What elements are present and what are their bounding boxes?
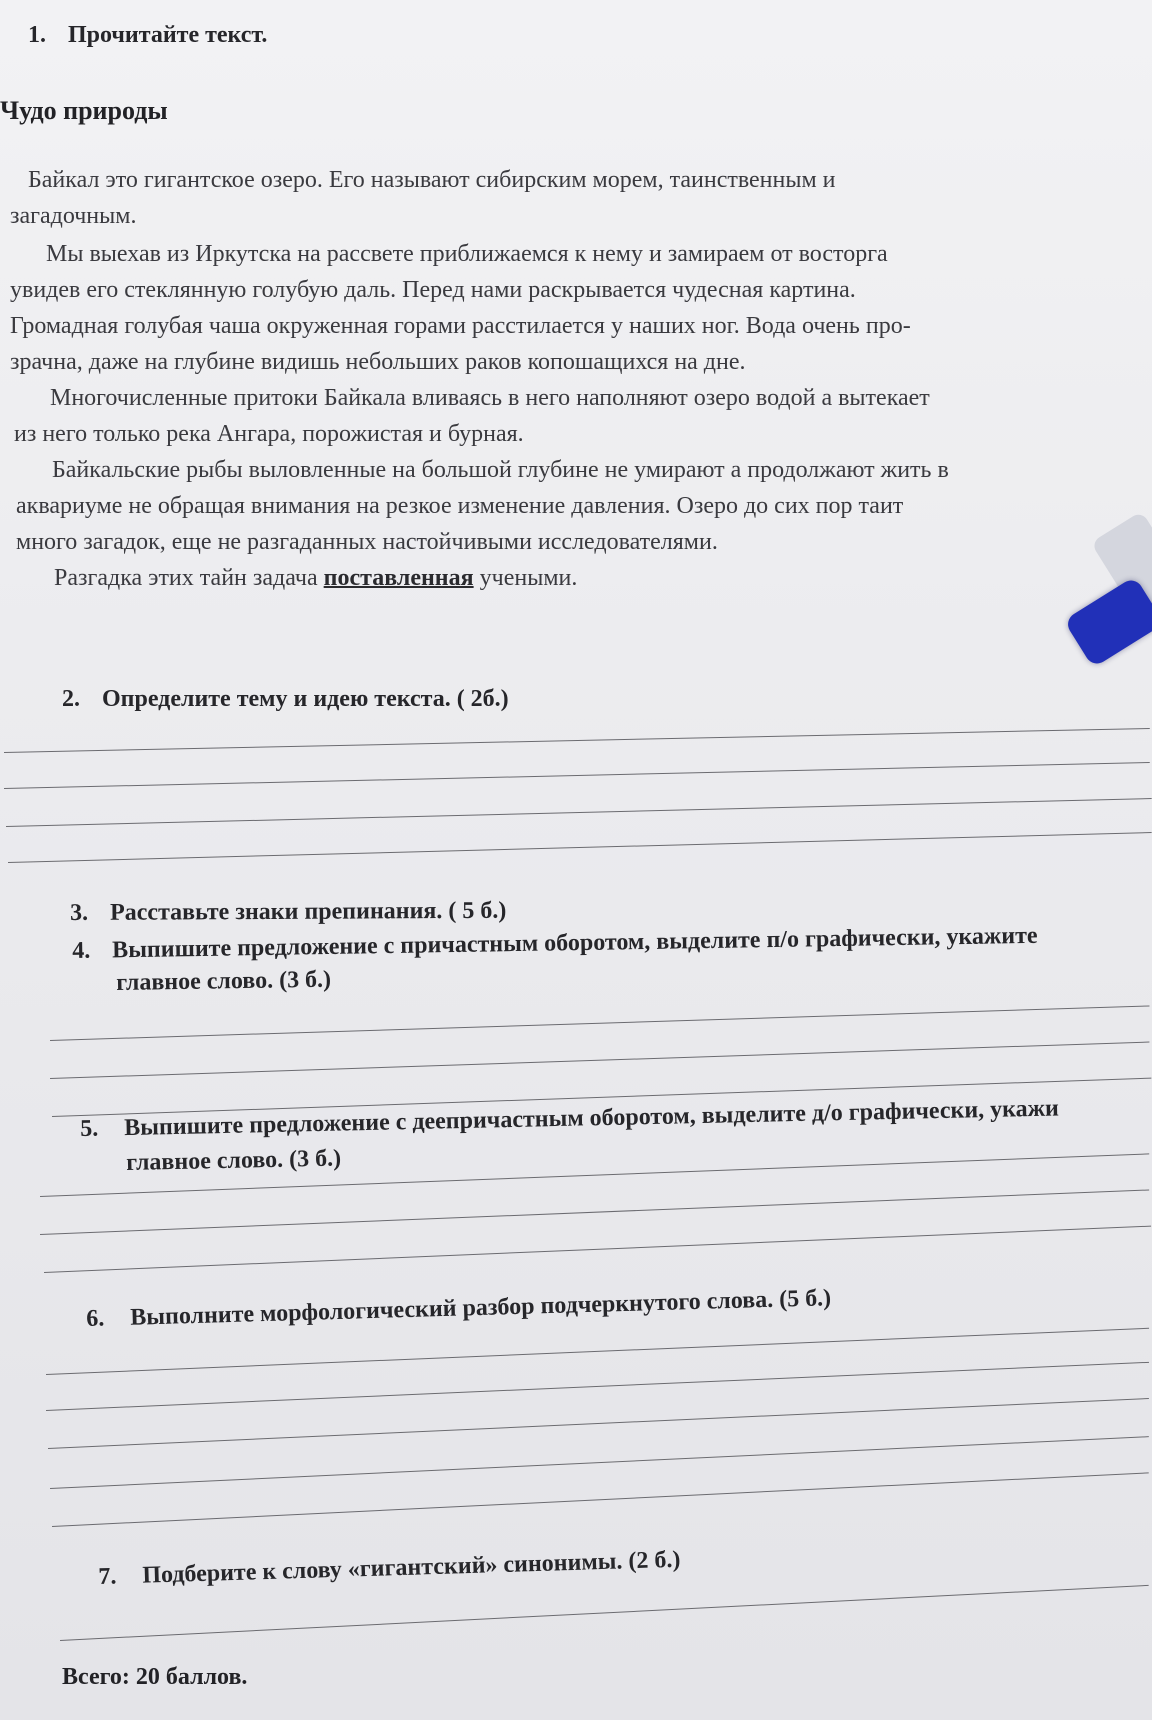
task-4-number: 4. bbox=[72, 937, 91, 964]
paragraph-2-line-1: Мы выехав из Иркутска на рассвете приближаемся к нему и замираем от восторга bbox=[46, 241, 888, 267]
paragraph-2-line-2: увидев его стеклянную голубую даль. Перед нами раскрывается чудесная картина. bbox=[10, 277, 856, 303]
paragraph-3 bbox=[14, 380, 930, 452]
answer-line[interactable] bbox=[46, 1328, 1149, 1375]
paragraph-3-line-1: Многочисленные притоки Байкала вливаясь в него наполняют озеро водой а вытекает bbox=[50, 385, 930, 411]
task-4-text-line-2: главное слово. (3 б.) bbox=[116, 966, 332, 996]
answer-line[interactable] bbox=[48, 1398, 1149, 1449]
task-5-heading bbox=[80, 1096, 1059, 1143]
marker-pen-cap bbox=[1064, 576, 1152, 668]
paragraph-1-line-1: Байкал это гигантское озеро. Его называют сибирским морем, таинственным и bbox=[28, 167, 836, 193]
paragraph-2-line-4: зрачна, даже на глубине видишь небольших раков копошащихся на дне. bbox=[10, 349, 746, 375]
task-7-text: Подберите к слову «гигантский» синонимы. (2 б.) bbox=[141, 1546, 681, 1589]
paragraph-1-line-2: загадочным. bbox=[10, 203, 137, 229]
paragraph-5-before: Разгадка этих тайн задача bbox=[54, 565, 324, 591]
task-1-text: Прочитайте текст. bbox=[68, 22, 268, 48]
total-score: Всего: 20 баллов. bbox=[62, 1664, 248, 1690]
paragraph-3-line-2: из него только река Ангара, порожистая и бурная. bbox=[14, 421, 524, 447]
paragraph-2 bbox=[10, 236, 911, 380]
answer-line[interactable] bbox=[4, 728, 1150, 753]
paragraph-2-line-3: Громадная голубая чаша окруженная горами расстилается у наших ног. Вода очень про- bbox=[10, 313, 911, 339]
paragraph-1 bbox=[10, 162, 836, 234]
task-6-heading bbox=[86, 1285, 831, 1333]
task-7-heading bbox=[98, 1547, 681, 1591]
paragraph-4-line-1: Байкальские рыбы выловленные на большой глубине не умирают а продолжают жить в bbox=[52, 457, 949, 483]
answer-line[interactable] bbox=[44, 1226, 1151, 1273]
paragraph-4-line-3: много загадок, еще не разгаданных настойчивыми исследователями. bbox=[16, 529, 718, 555]
task-5-text-line-2: главное слово. (3 б.) bbox=[126, 1145, 342, 1176]
task-3-text: Расставьте знаки препинания. ( 5 б.) bbox=[109, 897, 507, 926]
task-1-heading bbox=[28, 22, 267, 49]
task-3-heading bbox=[70, 898, 506, 927]
task-4-text-line-1: Выпишите предложение с причастным оборотом, выделите п/о графически, укажите bbox=[111, 922, 1038, 964]
task-2-text: Определите тему и идею текста. ( 2б.) bbox=[102, 686, 509, 712]
task-2-heading bbox=[62, 686, 509, 713]
answer-line[interactable] bbox=[60, 1585, 1149, 1641]
underlined-word: поставленная bbox=[323, 565, 474, 591]
paragraph-5-after: учеными. bbox=[473, 565, 578, 591]
text-title: Чудо природы bbox=[0, 96, 168, 125]
paragraph-4-line-2: аквариуме не обращая внимания на резкое изменение давления. Озеро до сих пор таит bbox=[16, 493, 904, 519]
task-5-number: 5. bbox=[80, 1115, 99, 1142]
paragraph-5 bbox=[18, 560, 577, 596]
task-3-number: 3. bbox=[70, 899, 89, 926]
task-6-number: 6. bbox=[86, 1305, 105, 1332]
task-5-text-line-1: Выпишите предложение с деепричастным оборотом, выделите д/о графически, укажи bbox=[123, 1095, 1060, 1142]
answer-line[interactable] bbox=[4, 762, 1150, 789]
task-1-number: 1. bbox=[28, 22, 46, 48]
paragraph-4 bbox=[16, 452, 949, 560]
answer-line[interactable] bbox=[6, 798, 1152, 827]
answer-line[interactable] bbox=[8, 832, 1152, 863]
answer-line[interactable] bbox=[50, 1042, 1149, 1079]
answer-line[interactable] bbox=[50, 1005, 1149, 1041]
answer-line[interactable] bbox=[40, 1189, 1149, 1235]
task-7-number: 7. bbox=[98, 1563, 117, 1590]
task-2-number: 2. bbox=[62, 686, 80, 712]
answer-line[interactable] bbox=[46, 1362, 1149, 1411]
task-6-text: Выполните морфологический разбор подчеркнутого слова. (5 б.) bbox=[129, 1285, 832, 1331]
task-4-heading bbox=[72, 923, 1038, 965]
paragraph-5-line-1 bbox=[18, 560, 577, 596]
